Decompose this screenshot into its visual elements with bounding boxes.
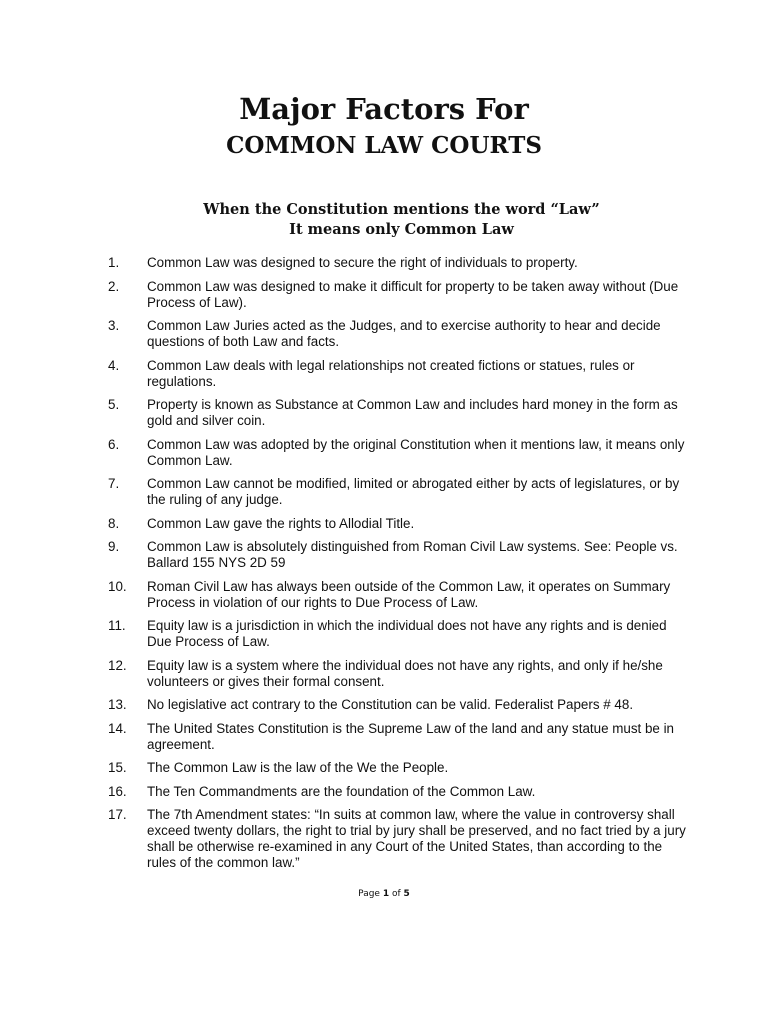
list-item-number: 8. <box>108 515 120 531</box>
list-item-text: Property is known as Substance at Common Law and includes hard money in the form as gold and silver coin. <box>147 397 678 428</box>
list-item <box>108 618 688 650</box>
list-item-text: Roman Civil Law has always been outside of the Common Law, it operates on Summary Process in violation of our rights to Due Process of Law. <box>147 578 671 610</box>
list-item <box>108 437 688 469</box>
list-item-text: Common Law Juries acted as the Judges, and to exercise authority to hear and decide questions of both Law and facts. <box>147 318 661 349</box>
document-subtitle-secondary: It means only Common Law <box>289 221 514 238</box>
list-item-text: Common Law was designed to make it difficult for property to be taken away without (Due Process of Law). <box>147 278 679 310</box>
list-item <box>108 397 688 429</box>
list-item-text: Common Law was adopted by the original Constitution when it mentions law, it means only Common Law. <box>147 436 685 468</box>
document-title: Major Factors For <box>239 92 529 126</box>
list-item-text: Common Law gave the rights to Allodial Title. <box>147 515 415 531</box>
list-item-number: 2. <box>108 278 120 294</box>
list-item-text: Common Law was designed to secure the right of individuals to property. <box>147 255 578 270</box>
list-item-number: 15. <box>108 760 127 775</box>
list-item-number: 4. <box>108 357 120 373</box>
list-item-number: 7. <box>108 476 120 491</box>
list-item-number: 5. <box>108 397 120 412</box>
list-item <box>108 697 688 713</box>
list-item-text: Equity law is a system where the individual does not have any rights, and only if he/she volunteers or gives their formal consent. <box>147 657 663 689</box>
list-item-text: Common Law cannot be modified, limited or abrogated either by acts of legislatures, or by the ruling of any judge. <box>147 476 680 507</box>
list-item-text: The Ten Commandments are the foundation of the Common Law. <box>147 783 536 799</box>
list-item <box>108 579 688 611</box>
list-item-text: The 7th Amendment states: “In suits at common law, where the value in controversy shall exceed twenty dollars, the right to trial by jury shall be preserved, and no fact tried by a jury shall be otherwise re-examined in any Court of the United States, than according to the rules of the common law.” <box>147 807 686 870</box>
document-subtitle: When the Constitution mentions the word “Law” <box>203 201 600 218</box>
list-item-number: 11. <box>108 618 126 633</box>
document-title-secondary: COMMON LAW COURTS <box>226 132 542 159</box>
list-item-number: 1. <box>108 255 120 270</box>
list-item-number: 6. <box>108 436 120 452</box>
list-item <box>108 476 688 508</box>
list-item-number: 10. <box>108 578 127 594</box>
list-item <box>108 539 688 571</box>
list-item <box>108 658 688 690</box>
list-item <box>108 318 688 350</box>
list-item-text: Common Law deals with legal relationships not created fictions or statues, rules or regulations. <box>147 357 635 389</box>
list-item-number: 9. <box>108 539 120 554</box>
list-item-number: 13. <box>108 697 127 712</box>
list-item <box>108 516 688 532</box>
list-item-text: The United States Constitution is the Supreme Law of the land and any statue must be in agreement. <box>147 720 675 752</box>
list-item-number: 12. <box>108 657 127 673</box>
page-footer <box>0 888 768 900</box>
page-total: 5 <box>403 889 410 899</box>
list-item-number: 14. <box>108 720 127 736</box>
list-item <box>108 279 688 311</box>
list-item <box>108 760 688 776</box>
list-item <box>108 784 688 800</box>
page-number: 1 <box>382 889 390 899</box>
list-item-number: 16. <box>108 783 127 799</box>
list-item-number: 17. <box>108 807 127 822</box>
list-item <box>108 255 688 271</box>
page-of-label: of <box>391 889 401 899</box>
list-item <box>108 721 688 753</box>
factor-list <box>108 255 688 879</box>
list-item <box>108 807 688 871</box>
list-item-text: No legislative act contrary to the Constitution can be valid. Federalist Papers # 48. <box>147 697 634 712</box>
list-item-number: 3. <box>108 318 120 333</box>
list-item-text: Common Law is absolutely distinguished from Roman Civil Law systems. See: People vs. Ballard 155 NYS 2D 59 <box>147 539 678 570</box>
list-item-text: The Common Law is the law of the We the People. <box>147 760 449 775</box>
list-item <box>108 358 688 390</box>
list-item-text: Equity law is a jurisdiction in which the individual does not have any rights and is denied Due Process of Law. <box>147 618 667 649</box>
page-label: Page <box>358 889 380 899</box>
